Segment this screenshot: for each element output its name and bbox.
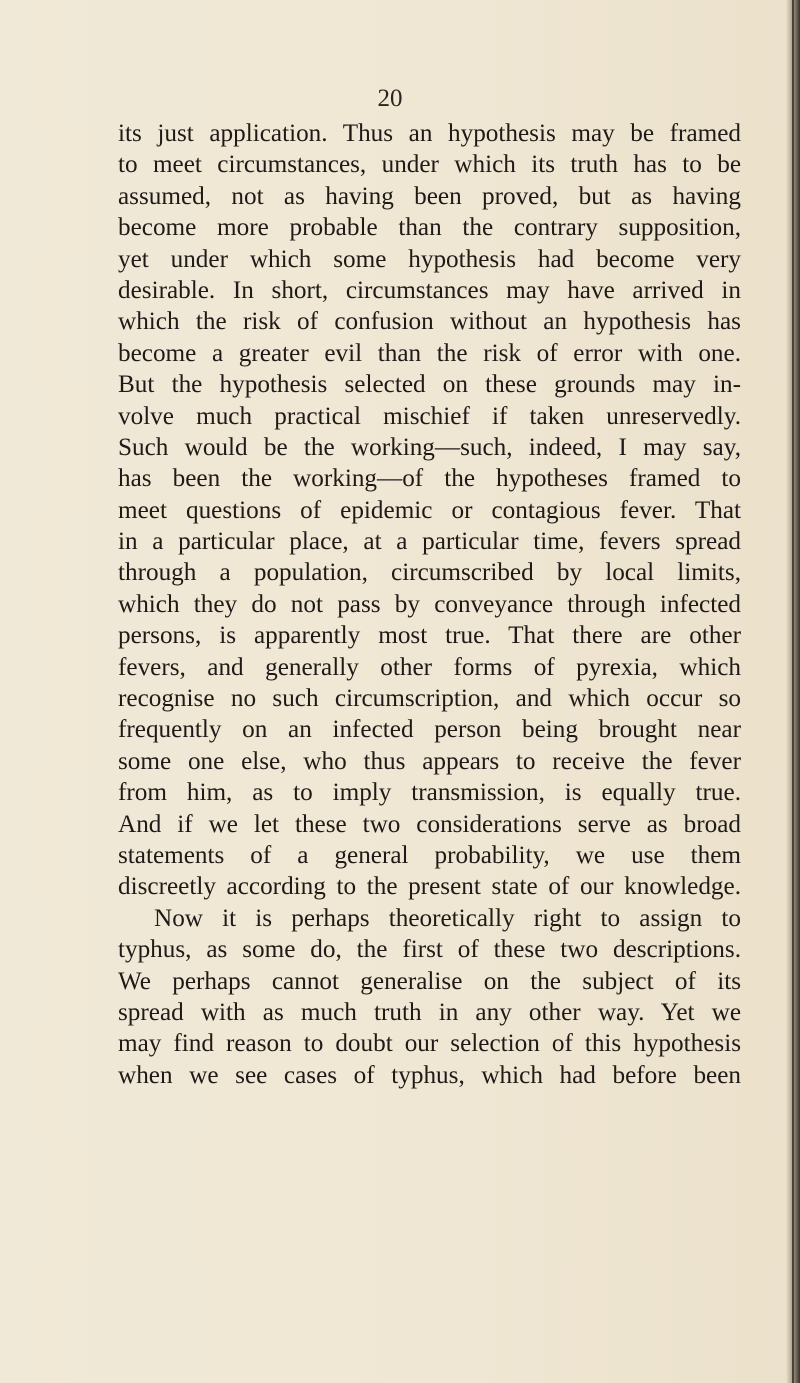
text-line: has been the working—of the hypotheses framed to (118, 465, 741, 493)
text-line: when we see cases of typhus, which had before been (118, 1061, 741, 1089)
text-line: in a particular place, at a particular time, fevers spread (118, 528, 741, 556)
text-line: recognise no such circumscription, and which occur so (118, 685, 741, 713)
text-line: yet under which some hypothesis had become very (118, 245, 741, 273)
text-line: But the hypothesis selected on these grounds may in- (118, 371, 741, 399)
text-line: through a population, circumscribed by local limits, (118, 559, 741, 587)
text-line: We perhaps cannot generalise on the subject of its (118, 967, 741, 995)
text-line: discreetly according to the present state of our knowledge. (118, 873, 741, 901)
page-number: 20 (377, 85, 403, 112)
text-line: some one else, who thus appears to receive the fever (118, 747, 741, 775)
body-text (118, 118, 741, 1091)
text-line: may find reason to doubt our selection of this hypothesis (118, 1030, 741, 1058)
page-edge-line (792, 0, 794, 1383)
text-line: persons, is apparently most true. That there are other (118, 622, 741, 650)
text-line: Such would be the working—such, indeed, I may say, (118, 433, 741, 461)
text-line: which they do not pass by conveyance through infected (118, 590, 741, 618)
text-line: become more probable than the contrary supposition, (118, 214, 741, 242)
text-line: Now it is perhaps theoretically right to assign to (154, 904, 741, 932)
text-line: volve much practical mischief if taken unreservedly. (118, 402, 741, 430)
text-line: become a greater evil than the risk of error with one. (118, 339, 741, 367)
text-line: assumed, not as having been proved, but as having (118, 182, 741, 210)
text-line: desirable. In short, circumstances may have arrived in (118, 276, 741, 304)
text-line: fevers, and generally other forms of pyrexia, which (118, 653, 741, 681)
text-line: meet questions of epidemic or contagious fever. That (118, 496, 741, 524)
text-line: statements of a general probability, we use them (118, 841, 741, 869)
text-line: frequently on an infected person being brought near (118, 716, 741, 744)
text-line: to meet circumstances, under which its truth has to be (118, 151, 741, 179)
text-line: from him, as to imply transmission, is equally true. (118, 779, 741, 807)
text-line: which the risk of confusion without an hypothesis has (118, 308, 741, 336)
text-line: its just application. Thus an hypothesis may be framed (118, 120, 741, 147)
text-line: spread with as much truth in any other way. Yet we (118, 998, 741, 1026)
text-line: And if we let these two considerations serve as broad (118, 810, 741, 838)
text-line: typhus, as some do, the first of these two descriptions. (118, 936, 741, 964)
